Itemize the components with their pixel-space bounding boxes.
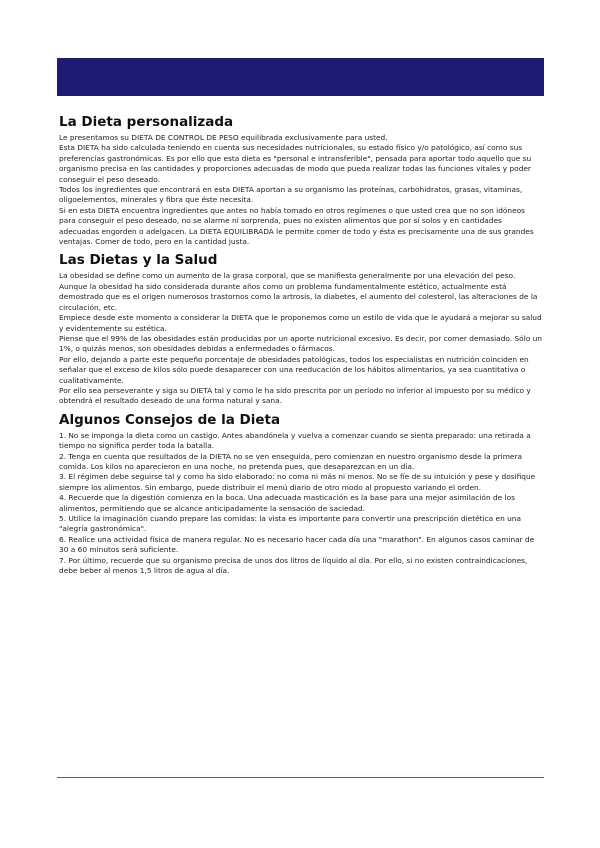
header-banner [57,58,544,96]
list-item: 2. Tenga en cuenta que resultados de la DIETA no se ven enseguida, pero comienzan en nuestro organismo desde la primera comida. Los kilos no aparecieron en una noche, no pretenda pues, que desaparezcan en un día. [59,451,523,471]
section-title: La Dieta personalizada [59,114,234,130]
paragraph: La obesidad se define como un aumento de la grasa corporal, que se manifiesta generalmente por una elevación del peso. Aunque la obesidad ha sido considerada durante años como un problema fundamentalmente estético, actualmente está demostrado que es el origen numerosos trastornos como la artrosis, la diabetes, el aumento del colesterol, las alteraciones de la circulación, etc. [59,271,538,312]
paragraph: Por ello sea perseverante y siga su DIETA tal y como le ha sido prescrita por un período no inferior al impuesto por su médico y obtendrá el resultado deseado de una forma natural y sana. [59,385,531,406]
list-item: 6. Realice una actividad física de manera regular. No es necesario hacer cada día una "marathon". En algunos casos caminar de 30 a 60 minutos será suficiente. [59,534,535,555]
paragraph: Por ello, dejando a parte este pequeño porcentaje de obesidades patológicas, todos los especialistas en nutrición coinciden en señalar que el exceso de kilos sólo puede desaparecer con una reeducación de los hábitos alimentarios, ya sea cuantitativa o cualitativamente. [59,354,529,385]
section-title: Las Dietas y la Salud [59,252,218,269]
list-item: 7. Por último, recuerde que su organismo precisa de unos dos litros de líquido al día. Por ello, si no existen contraindicaciones, debe beber al menos 1,5 litros de agua al día. [59,555,528,576]
paragraph: Esta DIETA ha sido calculada teniendo en cuenta sus necesidades nutricionales, su estado físico y/o patológico, así como sus preferencias gastronómicas. Es por ello que esta dieta es "personal e intransferible", pensada para aportar todo aquello que su organismo precisa en las cantidades y proporciones adecuadas de modo que pueda realizar todas las funciones vitales y poder conseguir el peso deseado. [59,143,532,184]
list-item: 4. Recuerde que la digestión comienza en la boca. Una adecuada masticación es la base para una mejor asimilación de los alimentos, permitiendo que se alcance anticipadamente la sensación de saciedad. [59,493,515,513]
list-item: 1. No se imponga la dieta como un castigo. Antes abandónela y vuelva a comenzar cuando se sienta preparado: una retirada a tiempo no significa perder toda la batalla. [59,430,531,451]
section-dietas-salud [59,252,543,406]
paragraph: Piense que el 99% de las obesidades están producidas por un aporte nutricional excesivo. Es decir, por comer demasiado. Sólo un 1%, o quizás menos, son obesidades debidas a enfermedades o fármacos. [59,333,542,354]
list-item: 3. El régimen debe seguirse tal y como ha sido elaborado: no coma ni más ni menos. No se fíe de su intuición y pese y dosifique siempre los alimentos. Sin embargo, puede distribuir el menú diario de otro modo al propuesto variando el orden. [59,472,536,492]
section-title: Algunos Consejos de la Dieta [59,411,281,428]
paragraph: Si en esta DIETA encuentra ingredientes que antes no había tomado en otros regímenes o que usted crea que no son idóneos para conseguir el peso deseado, no se alarme ni sorprenda, pues no existen alimentos que por sí solos y en cantidades adecuadas engorden o adelgacen. La DIETA EQUILIBRADA le permite comer de todo y ésta es precisamente una de sus grandes ventajas. Comer de todo, pero en la cantidad justa. [59,205,534,247]
document-body [59,114,543,581]
paragraph: Empiece desde este momento a considerar la DIETA que le proponemos como un estilo de vida que le ayudará a mejorar su salud y evidentemente su estética. [59,313,542,333]
section-dieta-personalizada [59,114,543,247]
paragraph: Todos los ingredientes que encontrará en esta DIETA aportan a su organismo las proteínas, carbohidratos, grasas, vitaminas, oligoelementos, minerales y fibra que éste necesita. [59,185,523,205]
list-item: 5. Utilice la imaginación cuando prepare las comidas: la vista es importante para convertir una prescripción dietética en una "alegría gastronómica". [59,514,522,534]
footer-divider [57,777,544,778]
section-consejos [59,412,543,577]
paragraph: Le presentamos su DIETA DE CONTROL DE PESO equilibrada exclusivamente para usted. [59,133,388,142]
